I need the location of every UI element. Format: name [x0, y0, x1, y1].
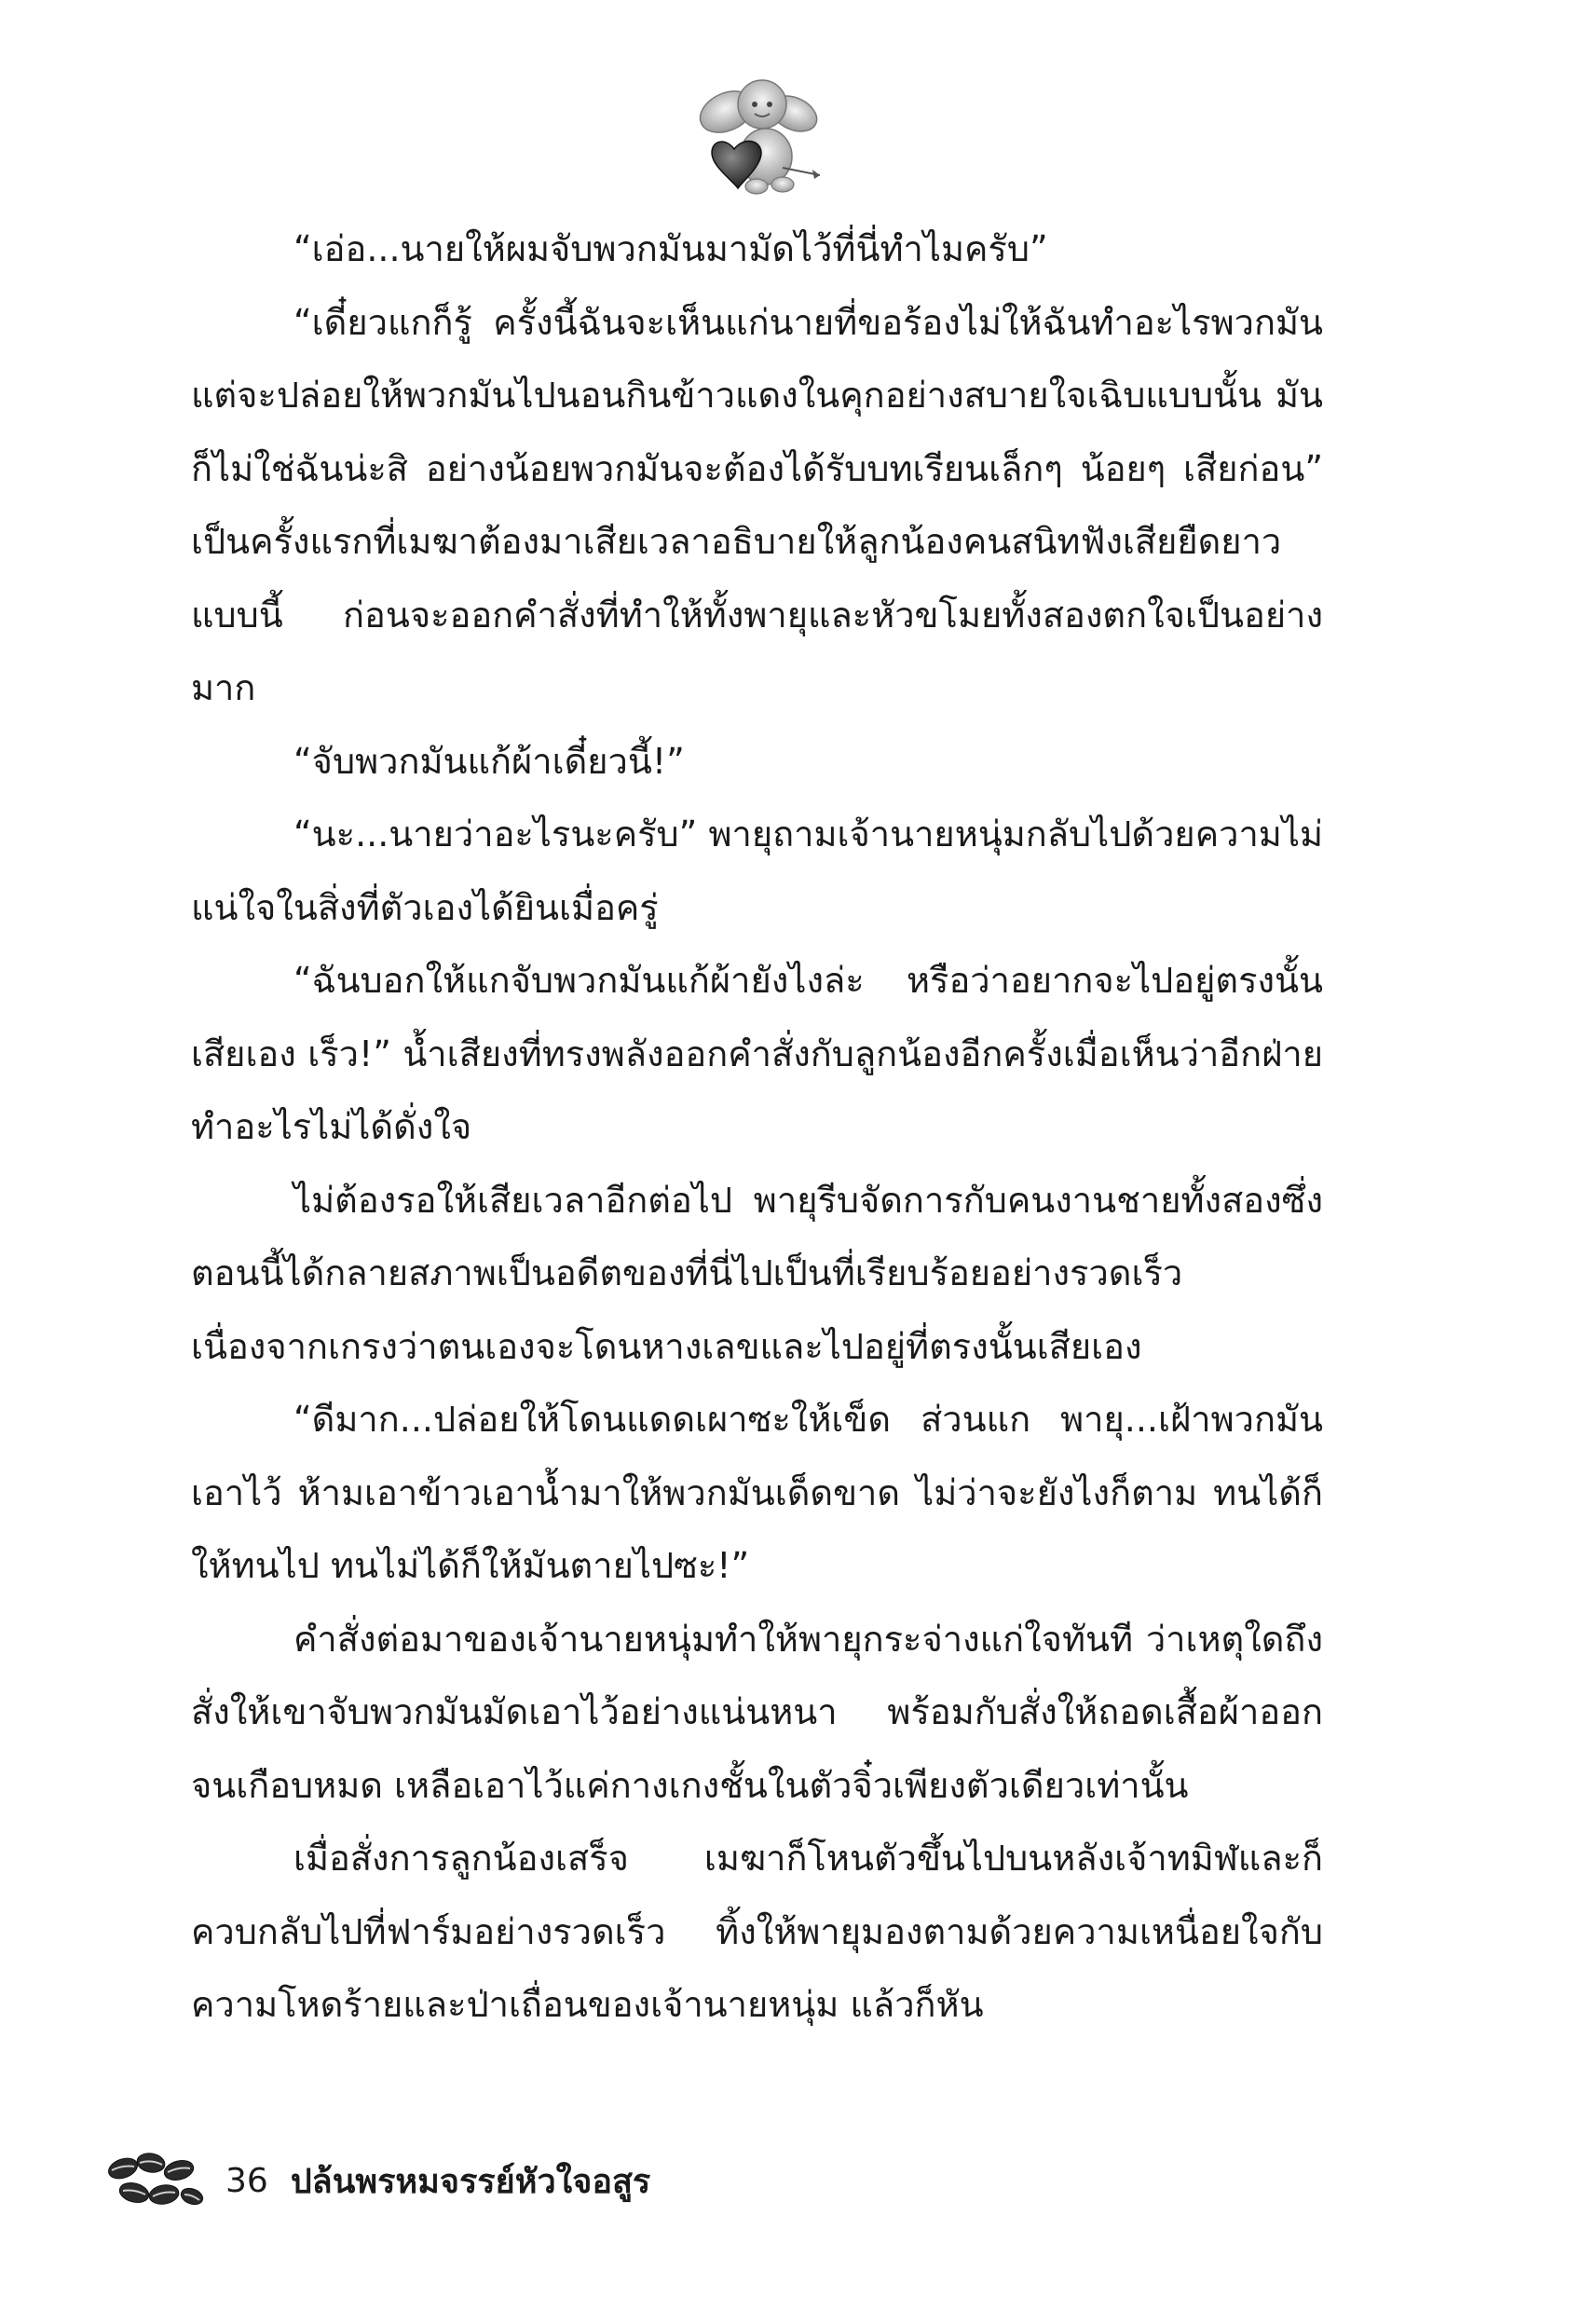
- paragraph: “เอ่อ...นายให้ผมจับพวกมันมามัดไว้ที่นี่ทำไมครับ”: [293, 228, 1048, 269]
- paragraph: “จับพวกมันแก้ผ้าเดี๋ยวนี้!”: [293, 740, 685, 782]
- paragraph: “เดี๋ยวแกก็รู้ ครั้งนี้ฉันจะเห็นแก่นายที่ขอร้องไม่ให้ฉันทำอะไรพวกมัน แต่จะปล่อยให้พวกมันไปนอนกินข้าวแดงในคุกอย่างสบายใจเฉิบแบบนั้น มันก็ไม่ใช่ฉันน่ะสิ อย่างน้อยพวกมันจะต้องได้รับบทเรียนเล็กๆ น้อยๆ เสียก่อน” เป็นครั้งแรกที่เมฆาต้องมาเสียเวลาอธิบายให้ลูกน้องคนสนิทฟังเสียยืดยาวแบบนี้ ก่อนจะออกคำสั่งที่ทำให้ทั้งพายุและหัวขโมยทั้งสองตกใจเป็นอย่างมาก: [191, 301, 1323, 708]
- paragraph: “ฉันบอกให้แกจับพวกมันแก้ผ้ายังไงล่ะ หรือว่าอยากจะไปอยู่ตรงนั้นเสียเอง เร็ว!” น้ำเสียงที่ทรงพลังออกคำสั่งกับลูกน้องอีกครั้งเมื่อเห็นว่าอีกฝ่ายทำอะไรไม่ได้ดั่งใจ: [191, 960, 1323, 1147]
- book-title: ปล้นพรหมจรรย์หัวใจอสูร: [290, 2162, 651, 2201]
- paragraph: คำสั่งต่อมาของเจ้านายหนุ่มทำให้พายุกระจ่างแก่ใจทันที ว่าเหตุใดถึงสั่งให้เขาจับพวกมันมัดเอาไว้อย่างแน่นหนา พร้อมกับสั่งให้ถอดเสื้อผ้าออกจนเกือบหมด เหลือเอาไว้แค่กางเกงชั้นในตัวจิ๋วเพียงตัวเดียวเท่านั้น: [191, 1618, 1323, 1806]
- page-number: 36: [225, 2161, 268, 2200]
- paragraph: “ดีมาก...ปล่อยให้โดนแดดเผาซะให้เข็ด ส่วนแก พายุ...เฝ้าพวกมันเอาไว้ ห้ามเอาข้าวเอาน้ำมาให้พวกมันเด็ดขาด ไม่ว่าจะยังไงก็ตาม ทนได้ก็ให้ทนไป ทนไม่ได้ก็ให้มันตายไปซะ!”: [191, 1399, 1323, 1586]
- coffee-beans-icon: [102, 2148, 205, 2213]
- paragraph: ไม่ต้องรอให้เสียเวลาอีกต่อไป พายุรีบจัดการกับคนงานชายทั้งสองซึ่งตอนนี้ได้กลายสภาพเป็นอดีตของที่นี่ไปเป็นที่เรียบร้อยอย่างรวดเร็ว เนื่องจากเกรงว่าตนเองจะโดนหางเลขและไปอยู่ที่ตรงนั้นเสียเอง: [191, 1179, 1323, 1367]
- paragraph: “นะ...นายว่าอะไรนะครับ” พายุถามเจ้านายหนุ่มกลับไปด้วยความไม่แน่ใจในสิ่งที่ตัวเองได้ยินเมื่อครู่: [191, 814, 1323, 928]
- paragraph: เมื่อสั่งการลูกน้องเสร็จ เมฆาก็โหนตัวขึ้นไปบนหลังเจ้าทมิฬและก็ควบกลับไปที่ฟาร์มอย่างรวดเร็ว ทิ้งให้พายุมองตามด้วยความเหนื่อยใจกับความโหดร้ายและป่าเถื่อนของเจ้านายหนุ่ม แล้วก็หัน: [191, 1838, 1323, 2025]
- cupid-with-heart-icon: [689, 65, 829, 205]
- body-text: [191, 212, 1323, 2042]
- page-footer: [102, 2143, 650, 2218]
